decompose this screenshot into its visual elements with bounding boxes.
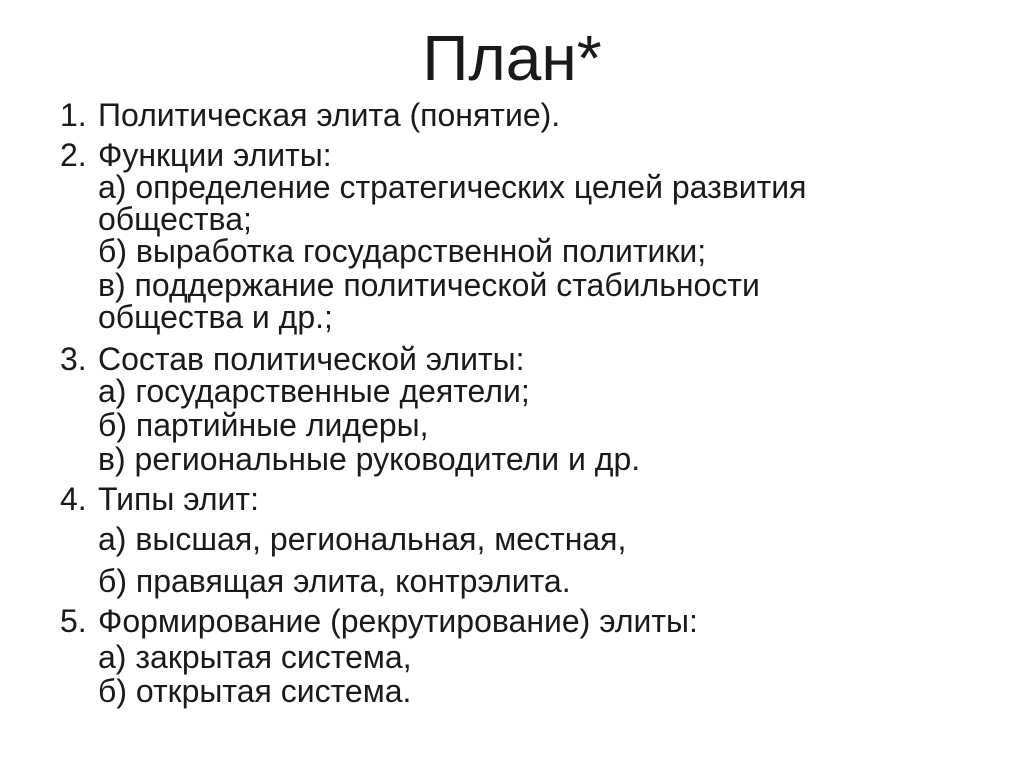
item-5-number: 5. bbox=[60, 603, 87, 639]
item-2-line-4: б) выработка государственной политики; bbox=[98, 233, 707, 269]
item-5-line-1: Формирование (рекрутирование) элиты: bbox=[98, 603, 698, 639]
item-2-line-5: в) поддержание политической стабильности bbox=[98, 267, 760, 303]
item-1-number: 1. bbox=[60, 97, 87, 133]
item-2-number: 2. bbox=[60, 137, 87, 173]
slide-title: План* bbox=[422, 22, 602, 94]
item-2-line-3: общества; bbox=[98, 201, 252, 237]
item-3-line-2: а) государственные деятели; bbox=[98, 373, 530, 409]
item-2-line-2: а) определение стратегических целей развития bbox=[98, 169, 807, 205]
item-4-line-1: Типы элит: bbox=[98, 481, 259, 517]
item-3-line-1: Состав политической элиты: bbox=[98, 341, 525, 377]
item-2-line-6: общества и др.; bbox=[98, 299, 333, 335]
item-3-line-3: б) партийные лидеры, bbox=[98, 407, 429, 443]
item-4-number: 4. bbox=[60, 481, 87, 517]
item-1-line-1: Политическая элита (понятие). bbox=[98, 97, 561, 133]
item-4-line-3: б) правящая элита, контрэлита. bbox=[98, 563, 571, 599]
item-5-line-3: б) открытая система. bbox=[98, 673, 412, 709]
item-4-line-2: а) высшая, региональная, местная, bbox=[98, 521, 627, 557]
item-2-line-1: Функции элиты: bbox=[98, 137, 332, 173]
item-5-line-2: а) закрытая система, bbox=[98, 639, 412, 675]
item-3-line-4: в) региональные руководители и др. bbox=[98, 441, 641, 477]
item-3-number: 3. bbox=[60, 341, 87, 377]
